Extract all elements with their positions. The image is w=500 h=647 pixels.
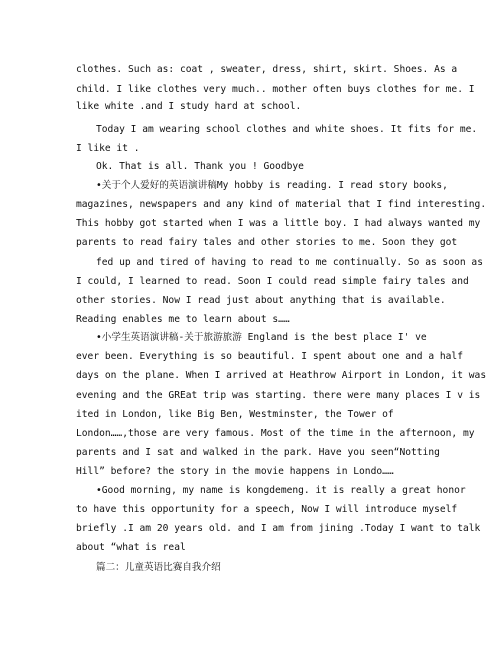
- text-line: •Good morning, my name is kongdemeng. it is really a great honor: [96, 485, 466, 496]
- text-line: Hill” before? the story in the movie happens in Londo……: [76, 466, 394, 477]
- text-line: London……,those are very famous. Most of the time in the afternoon, my: [76, 428, 475, 439]
- text-line: other stories. Now I read just about anything that is available.: [76, 295, 446, 306]
- text-line: clothes. Such as: coat , sweater, dress, shirt, skirt. Shoes. As a: [76, 64, 458, 75]
- text-line: child. I like clothes very much.. mother often buys clothes for me. I: [76, 84, 475, 95]
- text-line: parents to read fairy tales and other stories to me. Soon they got: [76, 237, 458, 248]
- text-line: magazines, newspapers and any kind of material that I find interesting.: [76, 199, 487, 210]
- text-line: parents and I sat and walked in the park. Have you seen“Notting: [76, 447, 440, 458]
- text-line: I like it .: [76, 143, 140, 154]
- text-line: I could, I learned to read. Soon I could read simple fairy tales and: [76, 276, 469, 287]
- text-line: Reading enables me to learn about s……: [76, 314, 290, 325]
- text-line: Ok. That is all. Thank you ! Goodbye: [96, 161, 304, 172]
- text-line: ited in London, like Big Ben, Westminster, the Tower of: [76, 409, 394, 420]
- text-line: like white .and I study hard at school.: [76, 101, 302, 112]
- text-line: fed up and tired of having to read to me continually. So as soon as: [96, 257, 483, 268]
- section-heading: 篇二：儿童英语比赛自我介绍: [96, 562, 221, 573]
- text-line: •小学生英语演讲稿-关于旅游旅游 England is the best place I' ve: [96, 332, 427, 343]
- text-line: to have this opportunity for a speech, Now I will introduce myself: [76, 504, 458, 515]
- text-line: evening and the GREat trip was starting. there were many places I v is: [76, 390, 481, 401]
- text-line: days on the plane. When I arrived at Heathrow Airport in London, it was: [76, 370, 487, 381]
- text-line: This hobby got started when I was a little boy. I had always wanted my: [76, 218, 481, 229]
- text-line: briefly .I am 20 years old. and I am from jining .Today I want to talk: [76, 523, 481, 534]
- text-line: ever been. Everything is so beautiful. I spent about one and a half: [76, 351, 463, 362]
- text-line: •关于个人爱好的英语演讲稿My hobby is reading. I read story books,: [96, 180, 448, 191]
- text-line: Today I am wearing school clothes and white shoes. It fits for me.: [96, 124, 478, 135]
- text-line: about “what is real: [76, 542, 186, 553]
